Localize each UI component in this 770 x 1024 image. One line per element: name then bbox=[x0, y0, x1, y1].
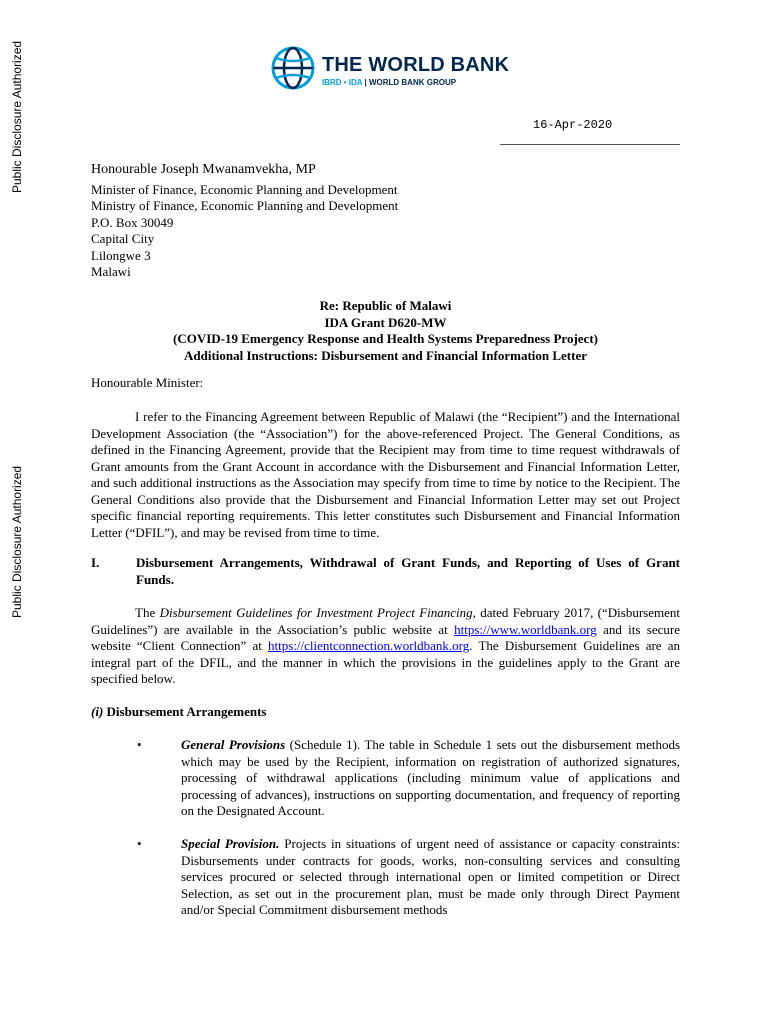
worldbank-link[interactable]: https://www.worldbank.org bbox=[454, 621, 597, 637]
section-number: I. bbox=[91, 555, 100, 570]
guidelines-paragraph: The Disbursement Guidelines for Investment Project Financing, dated February 2017, (“Disbursement Guidelines”) are available in the Association’s public website at https://www.worldbank.org and its secure website “Client Connection” at https://clientconnection.worldbank.org. The Disbursement Guidelines are an integral part of the DFIL, and the manner in which the provisions in the guidelines apply to the Grant are specified below. bbox=[91, 605, 681, 686]
salutation: Honourable Minister: bbox=[91, 375, 204, 390]
intro-paragraph: I refer to the Financing Agreement between Republic of Malawi (the “Recipient”) and the International Development Association (the “Association”) for the above-referenced Project. The General Conditions, as defined in the Financing Agreement, provide that the Recipient may from time to time request withdrawals of Grant amounts from the Grant Account in accordance with the Disbursement and Financial Information Letter, and such additional instructions as the Association may specify from time to time by notice to the Recipient. The General Conditions also provide that the Disbursement and Financial Information Letter may set out Project specific financial reporting requirements. This letter constitutes such Disbursement and Financial Information Letter (“DFIL”), and may be revised from time to time. bbox=[91, 409, 680, 540]
client-connection-link[interactable]: https://clientconnection.worldbank.org bbox=[268, 638, 470, 653]
logo-subtitle: IBRD • IDA | WORLD BANK GROUP bbox=[322, 78, 457, 87]
bullet-icon: • bbox=[137, 836, 142, 851]
bullet-general-provisions: • General Provisions (Schedule 1). The table in Schedule 1 sets out the disbursement methods which may be used by the Recipient, information on registration of authorized signatures, processing of withdrawal applications (including minimum value of applications and processing of advances), instructions on supporting documentation, and frequency of reporting on the Designated Account. bbox=[137, 737, 681, 818]
subject-block bbox=[91, 298, 680, 364]
side-label-middle: Public Disclosure Authorized bbox=[10, 465, 24, 618]
logo-title: THE WORLD BANK bbox=[322, 54, 510, 76]
globe-icon bbox=[270, 45, 316, 91]
subject-line: Re: Republic of Malawi bbox=[319, 298, 452, 313]
world-bank-logo bbox=[270, 45, 510, 95]
recipient-name: Honourable Joseph Mwanamvekha, MP bbox=[91, 162, 316, 177]
bullet-special-provision: • Special Provision. Projects in situations of urgent need of assistance or capacity constraints: Disbursements under contracts for goods, works, non-consulting services and consulting services procured or selected through international open or limited competition or Direct Selection, as set out in the procurement plan, must be made only through Direct Payment and/or Special Commitment disbursement methods bbox=[137, 836, 680, 917]
side-label-top: Public Disclosure Authorized bbox=[10, 40, 24, 193]
recipient-address bbox=[91, 162, 398, 281]
address-line: Ministry of Finance, Economic Planning and Development bbox=[91, 198, 399, 213]
subject-line: IDA Grant D620-MW bbox=[324, 314, 447, 330]
subsection-heading: (i) Disbursement Arrangements bbox=[91, 704, 267, 719]
date-underline bbox=[500, 144, 680, 145]
address-line: Malawi bbox=[91, 264, 131, 279]
address-line: Minister of Finance, Economic Planning and Development bbox=[91, 181, 398, 197]
subject-line: (COVID-19 Emergency Response and Health Systems Preparedness Project) bbox=[173, 331, 598, 346]
address-line: Lilongwe 3 bbox=[91, 247, 151, 263]
address-line: Capital City bbox=[91, 231, 155, 246]
section-title: Disbursement Arrangements, Withdrawal of Grant Funds, and Reporting of Uses of Grant Funds. bbox=[136, 555, 680, 587]
section-heading bbox=[91, 555, 680, 588]
address-line: P.O. Box 30049 bbox=[91, 214, 174, 230]
subject-line: Additional Instructions: Disbursement and Financial Information Letter bbox=[183, 347, 588, 363]
bullet-icon: • bbox=[137, 737, 142, 752]
letter-date: 16-Apr-2020 bbox=[533, 118, 613, 132]
